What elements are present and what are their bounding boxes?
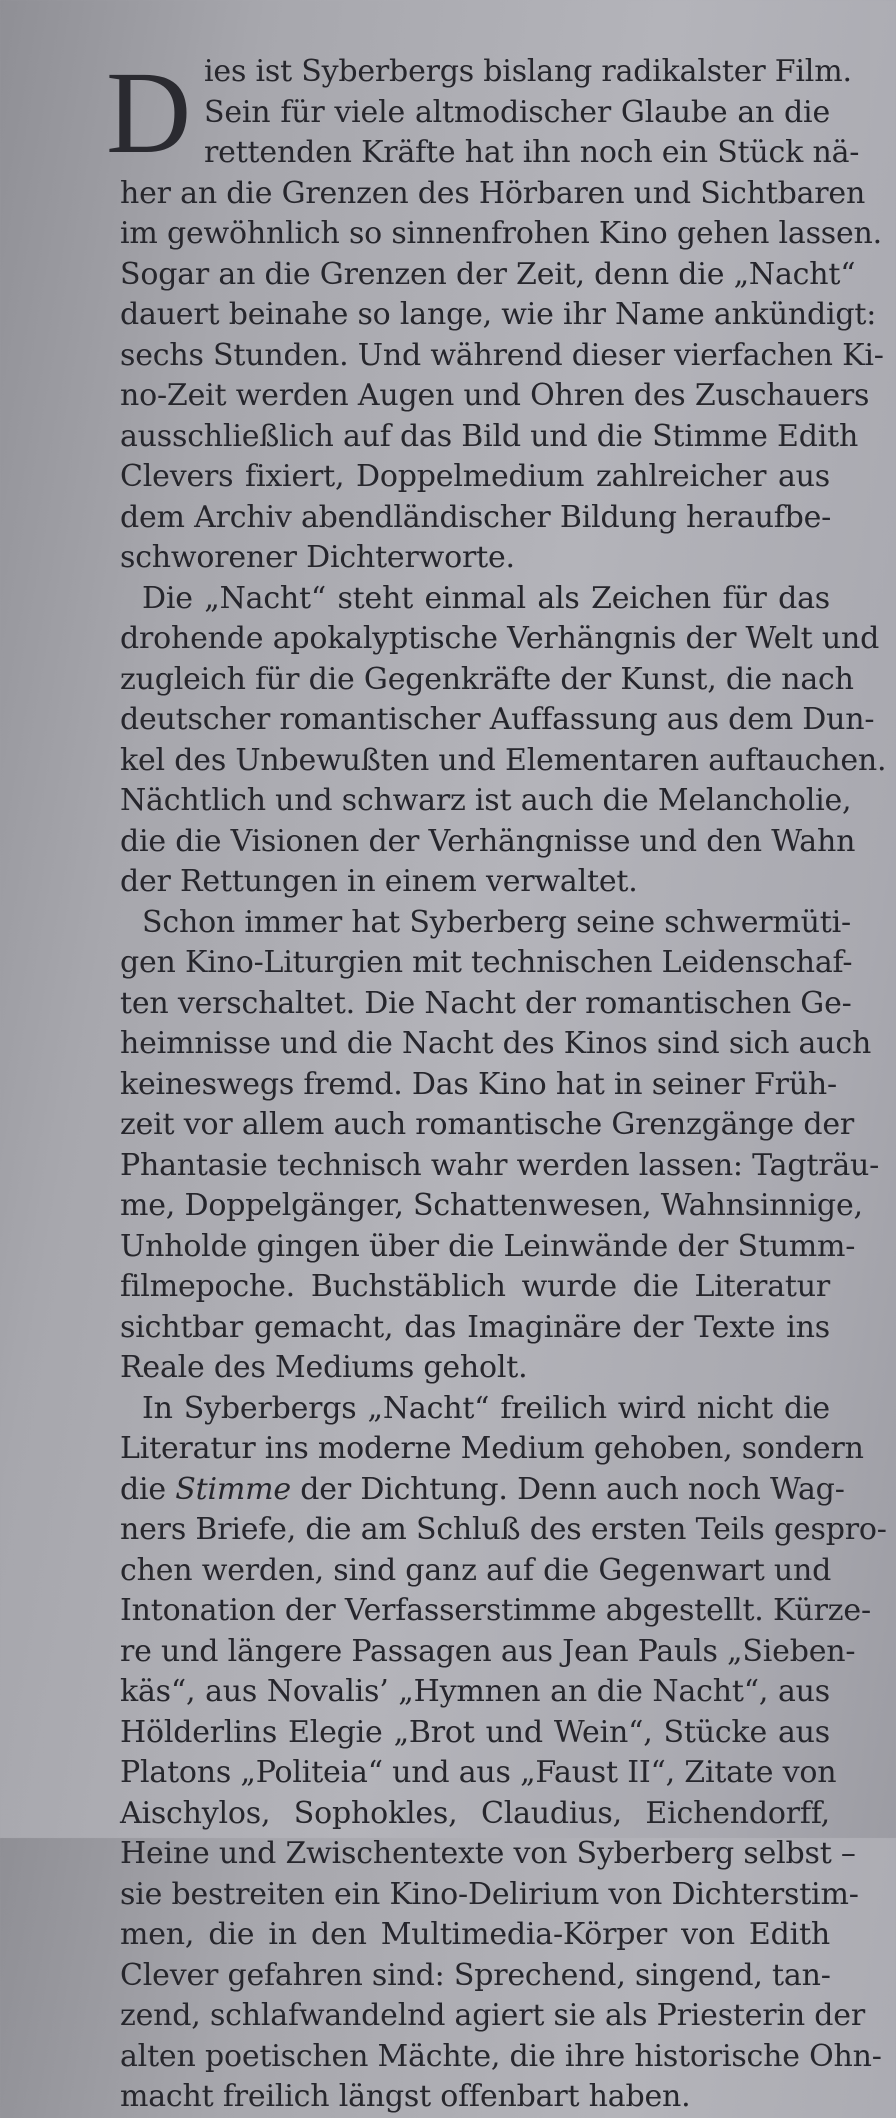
text-line: Sein für viele altmodischer Glaube an die <box>204 94 830 130</box>
text-line: Sogar an die Grenzen der Zeit, denn die „Nacht“ <box>120 256 856 292</box>
text-line: im gewöhnlich so sinnenfrohen Kino gehen lassen. <box>120 216 883 251</box>
text-line: re und längere Passagen aus Jean Pauls „Sieben- <box>120 1633 856 1669</box>
text-line: Clever gefahren sind: Sprechend, singend, tan- <box>120 1957 831 1993</box>
text-line: her an die Grenzen des Hörbaren und Sichtbaren <box>120 175 866 211</box>
text-line: zugleich für die Gegenkräfte der Kunst, die nach <box>120 661 854 697</box>
text-line: dem Archiv abendländischer Bildung heraufbe- <box>120 499 832 535</box>
text-line: macht freilich längst offenbart haben. <box>120 2079 691 2114</box>
text-line: sechs Stunden. Und während dieser vierfachen Ki- <box>120 337 884 373</box>
text-line: zeit vor allem auch romantische Grenzgänge der <box>120 1107 855 1142</box>
text-line: Reale des Mediums geholt. <box>120 1350 528 1385</box>
text-line: schworener Dichterworte. <box>120 540 515 575</box>
text-line: drohende apokalyptische Verhängnis der Welt und <box>120 621 880 656</box>
text-line: Clevers fixiert, Doppelmedium zahlreicher aus <box>120 459 830 494</box>
text-line: Nächtlich und schwarz ist auch die Melancholie, <box>120 783 852 818</box>
text-line: ners Briefe, die am Schluß des ersten Teils gespro- <box>120 1512 887 1547</box>
text-fragment: die <box>120 1471 166 1507</box>
text-line: Unholde gingen über die Leinwände der Stumm- <box>120 1228 856 1264</box>
text-line: In Syberbergs „Nacht“ freilich wird nicht die <box>142 1390 830 1426</box>
text-line: der Rettungen in einem verwaltet. <box>120 864 638 899</box>
text-line: Platons „Politeia“ und aus „Faust II“, Zitate von <box>120 1755 837 1790</box>
text-line: zend, schlafwandelnd agiert sie als Priesterin der <box>120 1998 865 2033</box>
text-line: men, die in den Multimedia-Körper von Edith <box>120 1917 830 1952</box>
text-column <box>106 47 887 2118</box>
text-line: kel des Unbewußten und Elementaren auftauchen. <box>120 742 887 778</box>
text-line: chen werden, sind ganz auf die Gegenwart und <box>120 1552 832 1588</box>
text-line: Aischylos, Sophokles, Claudius, Eichendorff, <box>120 1795 830 1831</box>
text-line: Phantasie technisch wahr werden lassen: Tagträu- <box>120 1147 880 1183</box>
text-line: no-Zeit werden Augen und Ohren des Zuschauers <box>120 378 870 413</box>
text-line: ten verschaltet. Die Nacht der romantischen Ge- <box>120 985 852 1021</box>
text-line: sichtbar gemacht, das Imaginäre der Texte ins <box>120 1309 830 1345</box>
text-line: Schon immer hat Syberberg seine schwermüti- <box>142 904 851 940</box>
text-line: käs“, aus Novalis’ „Hymnen an die Nacht“, aus <box>120 1674 830 1709</box>
emphasis-text: Stimme <box>175 1471 291 1507</box>
text-fragment: der Dichtung. Denn auch noch Wag- <box>300 1471 845 1507</box>
text-line: Intonation der Verfasserstimme abgestellt. Kürze- <box>120 1593 871 1628</box>
text-line: me, Doppelgänger, Schattenwesen, Wahnsinnige, <box>120 1188 863 1223</box>
text-line: dauert beinahe so lange, wie ihr Name ankündigt: <box>120 297 877 332</box>
text-line: heimnisse und die Nacht des Kinos sind sich auch <box>120 1026 872 1061</box>
text-line: rettenden Kräfte hat ihn noch ein Stück nä- <box>204 135 860 170</box>
text-line: Heine und Zwischentexte von Syberberg selbst – <box>120 1836 856 1871</box>
text-line: ies ist Syberbergs bislang radikalster Film. <box>204 54 852 89</box>
text-line: ausschließlich auf das Bild und die Stimme Edith <box>120 418 859 454</box>
text-line: die die Visionen der Verhängnisse und den Wahn <box>120 823 856 859</box>
text-line: keineswegs fremd. Das Kino hat in seiner Früh- <box>120 1066 837 1102</box>
text-line: gen Kino-Liturgien mit technischen Leidenschaf- <box>120 945 853 980</box>
text-line: Literatur ins moderne Medium gehoben, sondern <box>120 1431 864 1466</box>
text-line: Die „Nacht“ steht einmal als Zeichen für das <box>142 580 830 616</box>
text-line: sie bestreiten ein Kino-Delirium von Dichterstim- <box>120 1876 859 1912</box>
text-line <box>120 1470 845 1511</box>
text-line: Hölderlins Elegie „Brot und Wein“, Stücke aus <box>120 1714 830 1750</box>
text-line: deutscher romantischer Auffassung aus dem Dun- <box>120 702 875 737</box>
drop-cap: D <box>106 47 192 178</box>
text-line: alten poetischen Mächte, die ihre historische Ohn- <box>120 2038 882 2074</box>
text-line: filmepoche. Buchstäblich wurde die Literatur <box>120 1269 830 1304</box>
